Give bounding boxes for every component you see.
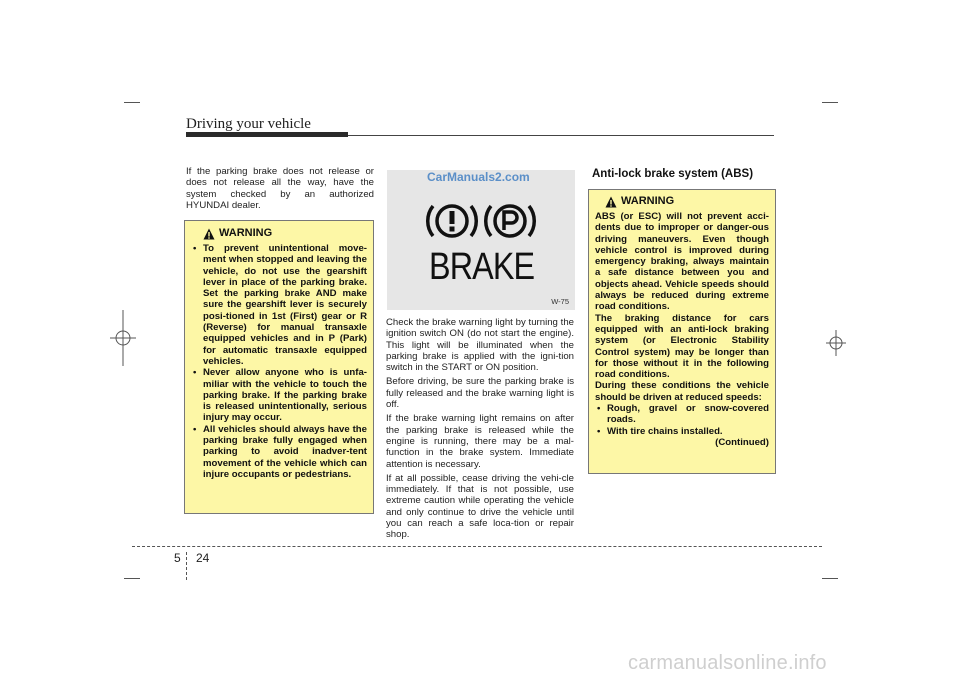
crop-mark bbox=[124, 102, 140, 103]
header-bar bbox=[186, 132, 348, 137]
site-watermark: carmanualsonline.info bbox=[628, 652, 827, 674]
registration-mark-right bbox=[826, 330, 846, 356]
warning-paragraph: ABS (or ESC) will not prevent acci-dents due to improper or danger-ous driving maneuvers. Even though vehicle control is improved during emergency braking, always maintain a safe distance between you and objects ahead. Vehicle speeds should always be reduced during extreme road conditions. bbox=[595, 211, 769, 313]
footer-rule bbox=[132, 546, 822, 547]
footer-divider bbox=[186, 552, 187, 580]
warning-list bbox=[595, 403, 769, 437]
warning-paragraph: The braking distance for cars equipped with an anti-lock braking system (or Electronic Stability Control system) may be longer than for those without it in the following road conditions. bbox=[595, 312, 769, 381]
chapter-number: 5 bbox=[174, 551, 181, 565]
left-warning-box bbox=[184, 220, 374, 514]
figure-code: W-75 bbox=[551, 297, 569, 306]
right-warning-box bbox=[588, 189, 776, 474]
warning-triangle-icon bbox=[605, 196, 617, 208]
registration-mark-left bbox=[110, 310, 136, 366]
warning-heading bbox=[605, 196, 769, 208]
warning-heading bbox=[203, 228, 367, 240]
crop-mark bbox=[822, 578, 838, 579]
warning-item: • All vehicles should always have the parking brake fully engaged when parking to avoid inadver-tent movement of the vehicle which can injure occupants or pedestrians. bbox=[191, 424, 367, 480]
paragraph: Check the brake warning light by turning the ignition switch ON (do not start the engine). This light will be illuminated when the parking brake is applied with the igni-tion switch in the START or ON position. bbox=[386, 317, 574, 374]
exclamation-circle-icon bbox=[425, 198, 479, 244]
paragraph: If the brake warning light remains on after the parking brake is released while the engine is running, there may be a mal-function in the brake system. Immediate attention is necessary. bbox=[386, 413, 574, 470]
warning-heading-text: WARNING bbox=[621, 195, 675, 208]
warning-triangle-icon bbox=[203, 228, 215, 240]
parking-p-circle-icon bbox=[483, 198, 537, 244]
crop-mark bbox=[822, 102, 838, 103]
page-number: 24 bbox=[196, 551, 210, 565]
crop-mark bbox=[124, 578, 140, 579]
warning-heading-text: WARNING bbox=[219, 227, 273, 240]
warning-item: • Rough, gravel or snow-covered roads. bbox=[595, 403, 769, 426]
intro-paragraph: If the parking brake does not release or does not release all the way, have the system checked by an authorized HYUNDAI dealer. bbox=[186, 166, 374, 211]
figure-watermark: CarManuals2.com bbox=[427, 170, 530, 184]
section-title: Anti-lock brake system (ABS) bbox=[592, 168, 754, 180]
continued-label: (Continued) bbox=[715, 436, 769, 448]
warning-item: • Never allow anyone who is unfa-miliar with the vehicle to touch the parking brake. If the parking brake is released unintentionally, serious injury may occur. bbox=[191, 367, 367, 423]
header-title: Driving your vehicle bbox=[186, 116, 311, 132]
left-intro bbox=[186, 166, 374, 214]
paragraph: If at all possible, cease driving the vehi-cle immediately. If that is not possible, use extreme caution while operating the vehicle and only continue to drive the vehicle until you can reach a safe loca-tion or repair shop. bbox=[386, 472, 574, 541]
warning-paragraph: During these conditions the vehicle should be driven at reduced speeds: bbox=[595, 380, 769, 403]
warning-item: • To prevent unintentional move-ment when stopped and leaving the vehicle, do not use the gearshift lever in place of the parking brake. Set the parking brake AND make sure the gearshift lever is securely posi-tioned in 1st (First) gear or R (Reverse) for manual transaxle equipped vehicles and in P (Park) for automatic transaxle equipped vehicles. bbox=[191, 243, 367, 367]
brake-label: BRAKE bbox=[429, 246, 535, 288]
header-rule bbox=[348, 135, 774, 136]
paragraph: Before driving, be sure the parking brake is fully released and the brake warning light is off. bbox=[386, 376, 574, 411]
brake-warning-figure bbox=[387, 170, 575, 310]
middle-text bbox=[386, 317, 574, 544]
warning-list bbox=[191, 243, 367, 480]
warning-item: • With tire chains installed. bbox=[595, 426, 769, 437]
